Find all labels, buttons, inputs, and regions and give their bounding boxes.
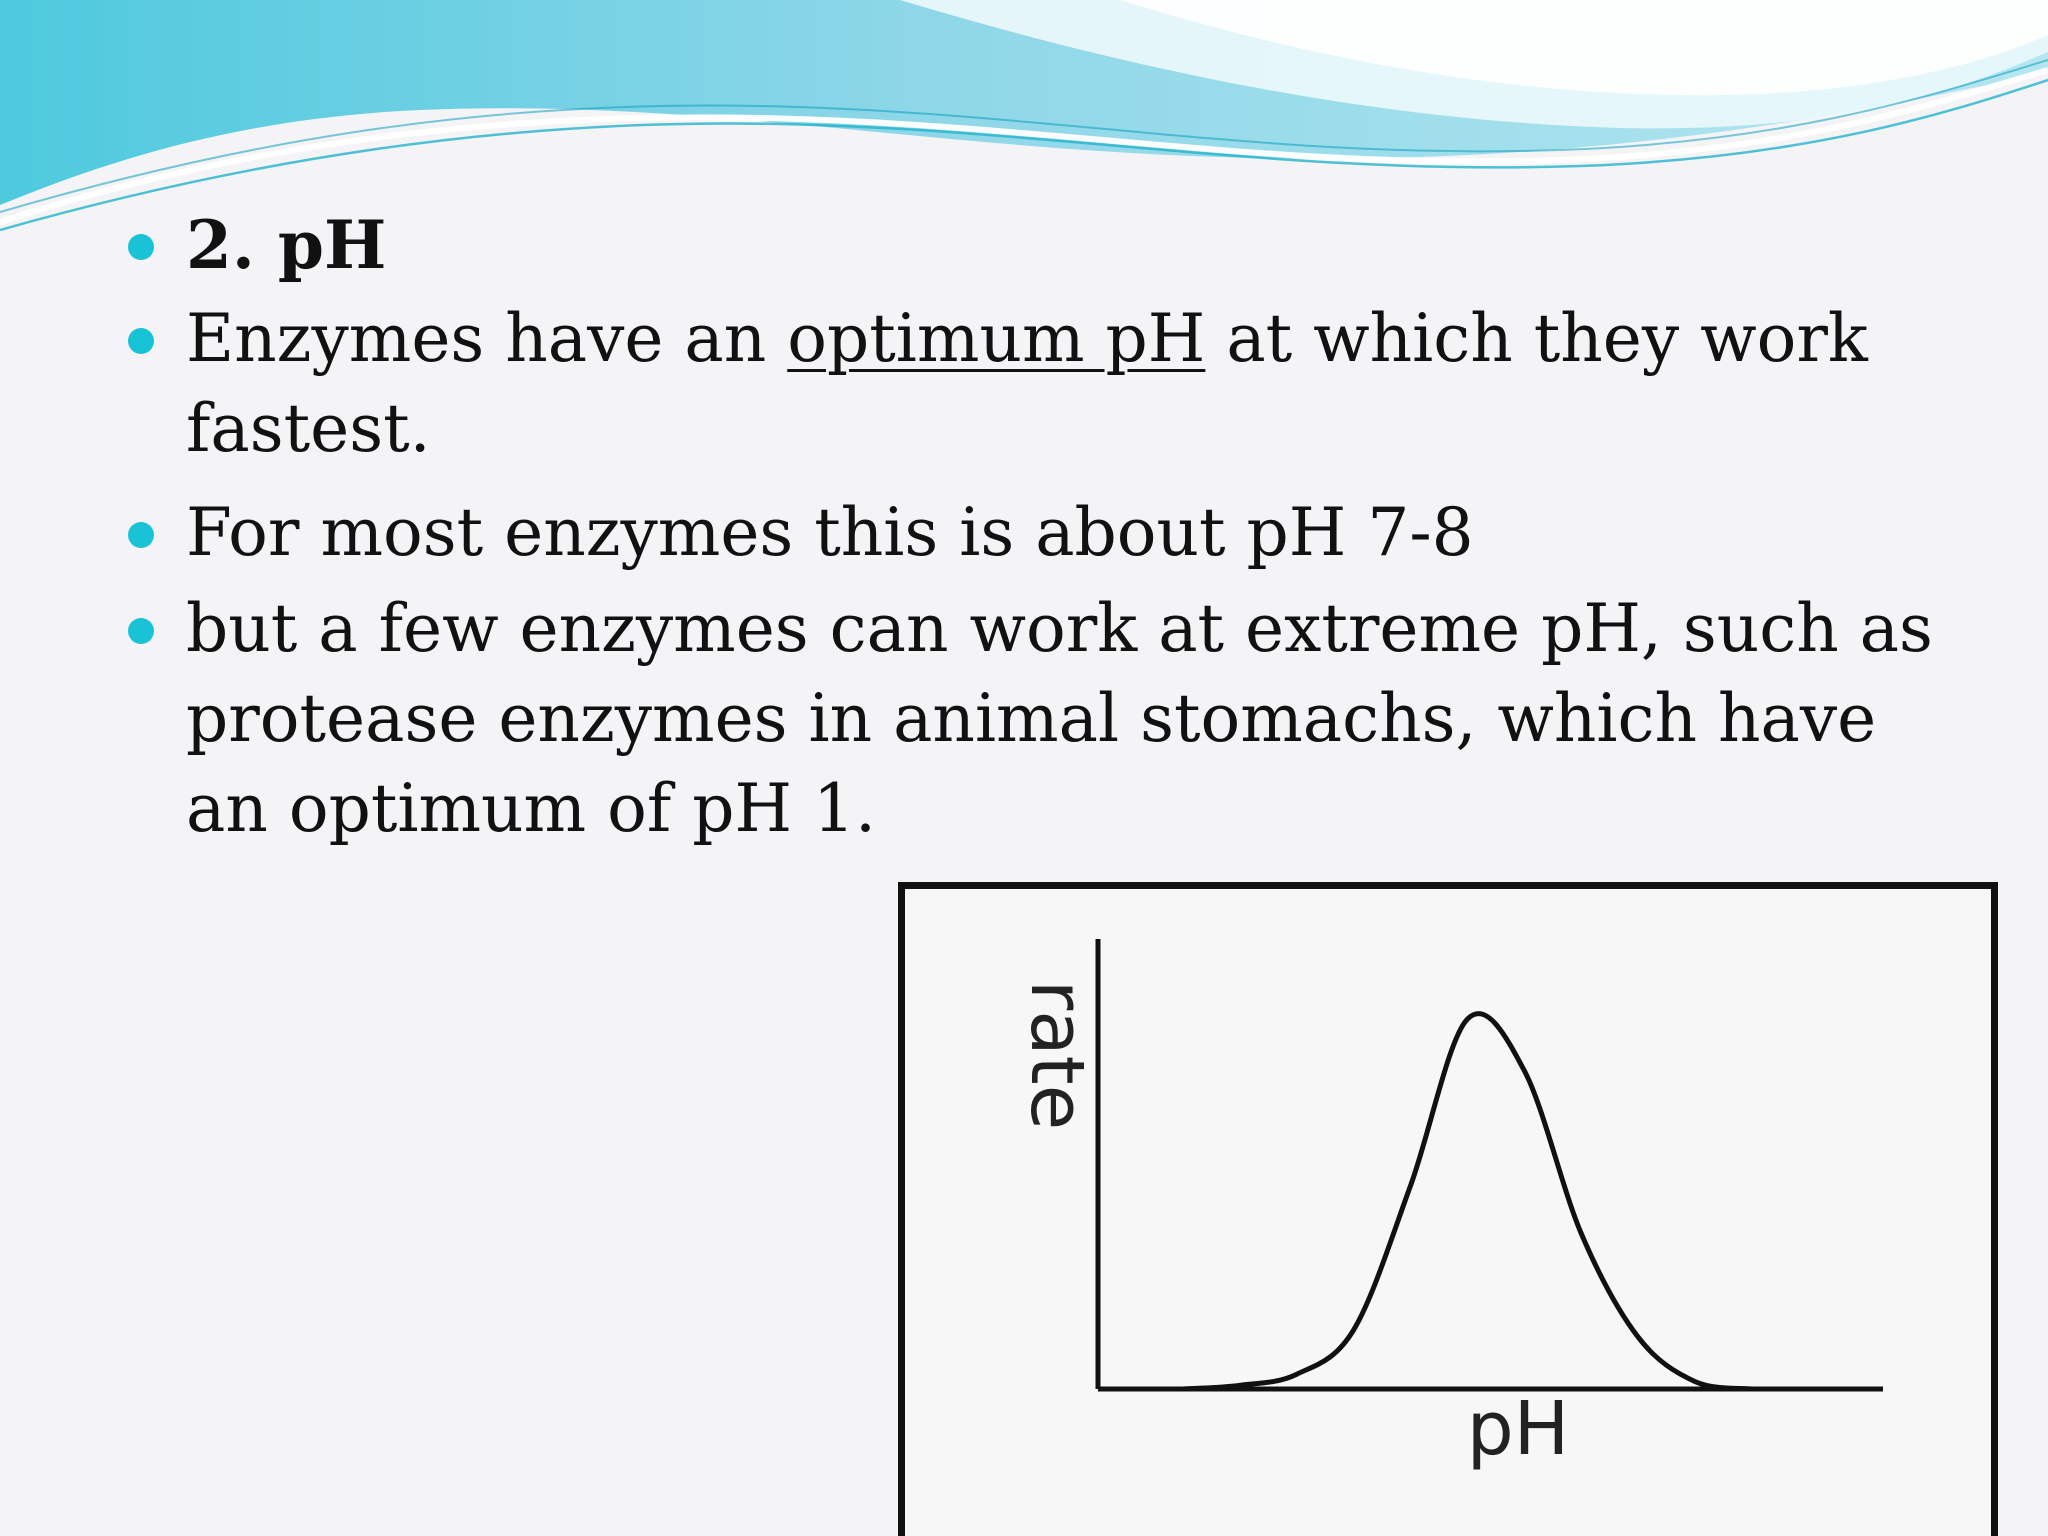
bullet-heading	[128, 200, 1948, 290]
ph-rate-graph	[898, 882, 1998, 1536]
bullet-dot-icon	[128, 328, 154, 354]
bullet-optimum-ph	[128, 294, 1948, 474]
graph-canvas	[905, 889, 1991, 1536]
bullet-dot-icon	[128, 234, 154, 260]
bullet-list	[128, 200, 1948, 868]
bullet-text-after: at which they work fastest.	[186, 300, 1868, 467]
bullet-dot-icon	[128, 522, 154, 548]
bullet-text-before: Enzymes have an	[186, 300, 788, 377]
bullet-extreme-ph	[128, 584, 1948, 854]
rate-curve	[1183, 1014, 1752, 1389]
bullet-text: For most enzymes this is about pH 7-8	[186, 494, 1474, 571]
heading-text: 2. pH	[186, 206, 387, 284]
bullet-text: but a few enzymes can work at extreme pH, such as protease enzymes in animal stomachs, which have an optimum of pH 1.	[186, 590, 1933, 847]
y-axis-label: rate	[1014, 979, 1100, 1131]
bullet-dot-icon	[128, 618, 154, 644]
underlined-term: optimum pH	[787, 300, 1206, 377]
bullet-most-enzymes	[128, 488, 1948, 578]
x-axis-label: pH	[1466, 1386, 1570, 1472]
